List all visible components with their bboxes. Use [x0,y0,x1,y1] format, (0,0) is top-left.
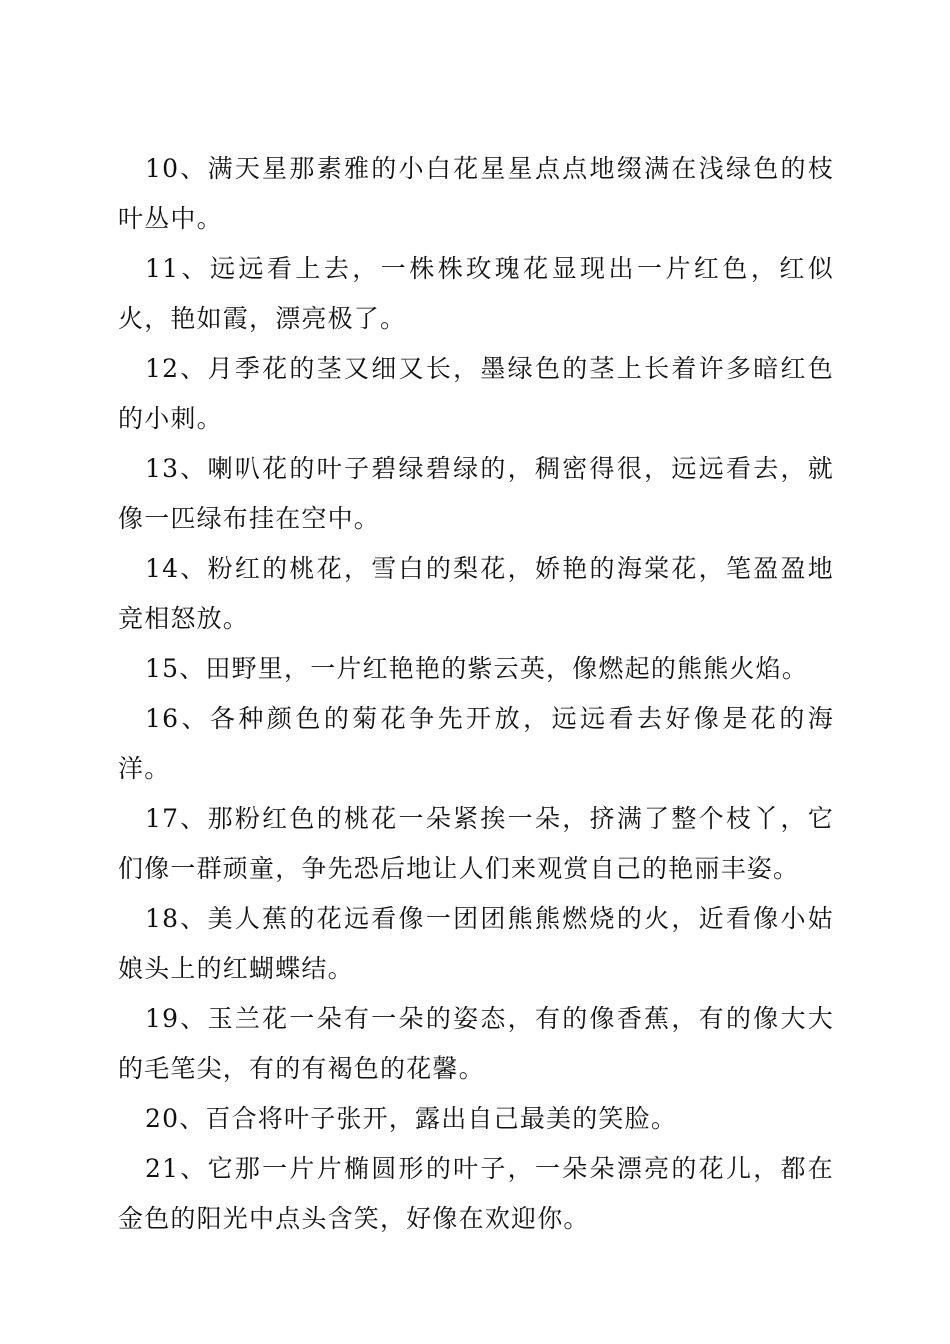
paragraph-21: 21、它那一片片椭圆形的叶子，一朵朵漂亮的花儿，都在金色的阳光中点头含笑，好像在欢迎你。 [118,1154,834,1233]
paragraph-15: 15、田野里，一片红艳艳的紫云英，像燃起的熊熊火焰。 [145,654,809,683]
paragraph-12: 12、月季花的茎又细又长，墨绿色的茎上长着许多暗红色的小刺。 [118,354,834,433]
paragraph-14: 14、粉红的桃花，雪白的梨花，娇艳的海棠花，笔盈盈地竞相怒放。 [118,554,834,633]
document-body [118,144,834,1244]
paragraph-13: 13、喇叭花的叶子碧绿碧绿的，稠密得很，远远看去，就像一匹绿布挂在空中。 [118,454,834,533]
paragraph-16: 16、各种颜色的菊花争先开放，远远看去好像是花的海洋。 [118,704,834,783]
paragraph-10: 10、满天星那素雅的小白花星星点点地缀满在浅绿色的枝叶丛中。 [118,154,834,233]
paragraph-20: 20、百合将叶子张开，露出自己最美的笑脸。 [145,1104,678,1133]
paragraph-19: 19、玉兰花一朵有一朵的姿态，有的像香蕉，有的像大大的毛笔尖，有的有褐色的花馨。 [118,1004,834,1083]
paragraph-18: 18、美人蕉的花远看像一团团熊熊燃烧的火，近看像小姑娘头上的红蝴蝶结。 [118,904,834,983]
paragraph-11: 11、远远看上去，一株株玫瑰花显现出一片红色，红似火，艳如霞，漂亮极了。 [118,254,834,333]
paragraph-17: 17、那粉红色的桃花一朵紧挨一朵，挤满了整个枝丫，它们像一群顽童，争先恐后地让人们来观赏自己的艳丽丰姿。 [118,804,834,883]
